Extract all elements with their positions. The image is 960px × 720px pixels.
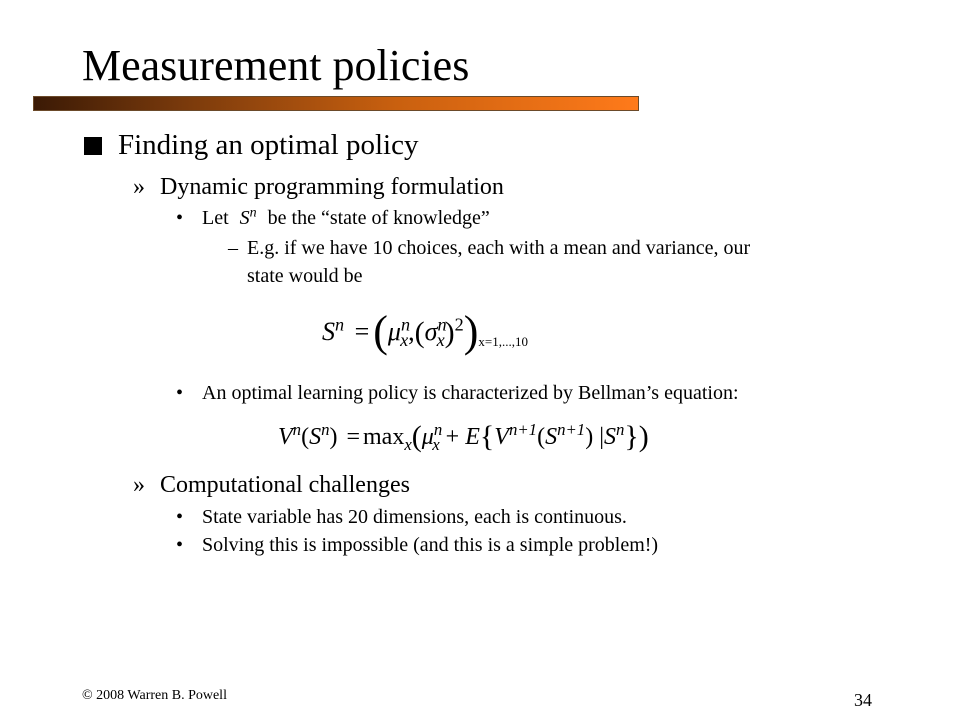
dot-bullet-icon: • xyxy=(176,506,184,528)
slide-title: Measurement policies xyxy=(82,41,470,90)
square-bullet-icon xyxy=(84,137,102,155)
dot-bullet-icon: • xyxy=(176,382,184,404)
bullet-finding-optimal-policy: Finding an optimal policy xyxy=(118,129,419,161)
let-line xyxy=(202,206,490,230)
page-number: 34 xyxy=(854,690,872,710)
challenge-item-impossible: Solving this is impossible (and this is a simple problem!) xyxy=(202,534,659,556)
copyright-footer: © 2008 Warren B. Powell xyxy=(82,688,227,703)
example-line-2: state would be xyxy=(247,265,363,287)
state-symbol: $S^n$ xyxy=(239,205,257,229)
bellman-equation: $V^n(S^n) = \max_x(\mu^n_x + E\{V^{n+1}(S^{n+1})$ $|S^n$}) xyxy=(278,420,649,454)
dot-bullet-icon: • xyxy=(176,534,184,556)
guillemet-bullet-icon: » xyxy=(133,174,145,200)
challenge-item-dimensions: State variable has 20 dimensions, each is continuous. xyxy=(202,506,627,528)
dash-bullet-icon: – xyxy=(228,237,238,259)
title-underline-bar xyxy=(33,96,639,111)
example-line-1: E.g. if we have 10 choices, each with a mean and variance, our xyxy=(247,237,751,259)
dp-formulation-heading: Dynamic programming formulation xyxy=(160,174,504,200)
computational-challenges-heading: Computational challenges xyxy=(160,472,410,498)
bellman-description: An optimal learning policy is characterized by Bellman’s equation: xyxy=(202,382,739,404)
dot-bullet-icon: • xyxy=(176,207,184,229)
state-equation: $S^n =(\mu^n_x,(\sigma^n_x)^2)_{x=1,...,10}$ xyxy=(322,307,528,356)
let-suffix: be the “state of knowledge” xyxy=(267,207,490,229)
let-prefix: Let xyxy=(202,207,229,229)
guillemet-bullet-icon: » xyxy=(133,472,145,498)
